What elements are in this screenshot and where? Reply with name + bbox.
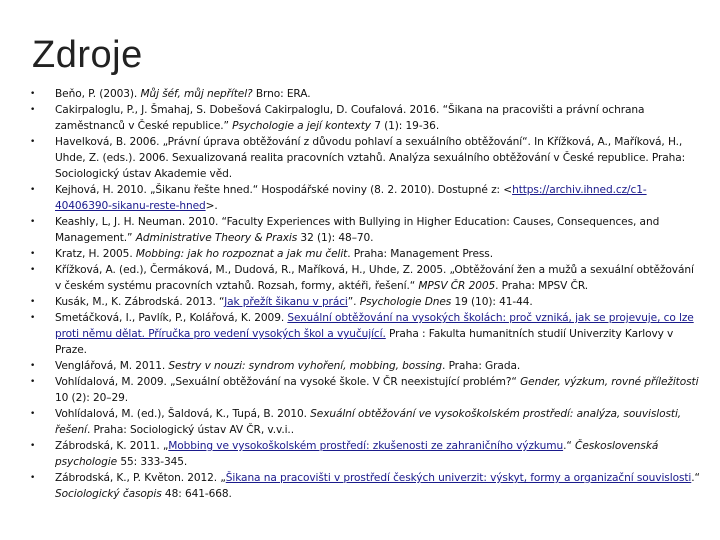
reference-link[interactable]: Jak přežít šikanu v práci — [224, 296, 348, 308]
bullet-icon: • — [30, 217, 36, 227]
reference-item — [30, 102, 702, 134]
reference-text: 7 (1): 19-36. — [370, 120, 440, 132]
reference-item — [30, 134, 702, 182]
reference-text: Venglářová, M. 2011. — [55, 360, 169, 372]
reference-text: Smetáčková, I., Pavlík, P., Kolářová, K. 2009. — [55, 312, 288, 324]
reference-link[interactable]: Mobbing ve vysokoškolském prostředí: zkušenosti ze zahraničního výzkumu — [168, 440, 564, 452]
bullet-icon: • — [30, 441, 36, 451]
reference-text: . Praha: Management Press. — [347, 248, 493, 260]
reference-text: 32 (1): 48–70. — [297, 232, 374, 244]
reference-text: Havelková, B. 2006. „Právní úprava obtěžování z důvodu pohlaví a sexuálního obtěžování“. In Křížková, A., Maříková, H., Uhde, Z. (eds.). 2006. Sexualizovaná realita pracovních vztahů. Analýza sexuálního obtěžování v České republice. Praha: Sociologický ústav Akademie věd. — [55, 136, 686, 180]
reference-text: >. — [205, 200, 218, 212]
reference-italic-text: Mobbing: jak ho rozpoznat a jak mu čelit — [135, 248, 348, 260]
reference-text: .“ — [563, 440, 576, 452]
reference-item — [30, 86, 702, 102]
reference-text: .“ — [691, 472, 700, 484]
reference-item — [30, 470, 702, 502]
reference-text: Zábrodská, K., P. Květon. 2012. „ — [55, 472, 226, 484]
bullet-icon: • — [30, 185, 36, 195]
reference-italic-text: Sexuální obtěžování ve vysokoškolském prostředí: analýza, souvislosti, řešení — [55, 408, 682, 436]
reference-italic-text: Administrative Theory & Praxis — [135, 232, 298, 244]
reference-text: 48: 641-668. — [161, 488, 232, 500]
reference-item — [30, 406, 702, 438]
reference-list — [30, 86, 702, 502]
reference-text: Kusák, M., K. Zábrodská. 2013. “ — [55, 296, 225, 308]
reference-text: . Praha: Sociologický ústav AV ČR, v.v.i.. — [86, 424, 294, 436]
reference-text: Kejhová, H. 2010. „Šikanu řešte hned.“ Hospodářské noviny (8. 2. 2010). Dostupné z: < — [55, 184, 513, 196]
bullet-icon: • — [30, 265, 36, 275]
reference-text: Cakirpaloglu, P., J. Šmahaj, S. Dobešová Cakirpaloglu, D. Coufalová. 2016. “Šikana na pracovišti a právní ochrana zaměstnanců v České republice.” — [55, 104, 645, 132]
reference-text: Křížková, A. (ed.), Čermáková, M., Dudová, R., Maříková, H., Uhde, Z. 2005. „Obtěžování žen a mužů a sexuální obtěžování v českém systému pracovních vztahů. Rozsah, formy, aktéři, řešení.“ — [55, 264, 694, 292]
reference-item — [30, 262, 702, 294]
bullet-icon: • — [30, 361, 36, 371]
reference-italic-text: Psychologie a její kontexty — [232, 120, 371, 132]
reference-italic-text: Sestry v nouzi: syndrom vyhoření, mobbing, bossing — [168, 360, 443, 372]
page-title: Zdroje — [32, 34, 143, 76]
bullet-icon: • — [30, 89, 36, 99]
reference-text: . Praha: Grada. — [442, 360, 521, 372]
bullet-icon: • — [30, 313, 36, 323]
reference-text: Vohlídalová, M. (ed.), Šaldová, K., Tupá, B. 2010. — [55, 408, 311, 420]
bullet-icon: • — [30, 473, 36, 483]
reference-text: Zábrodská, K. 2011. „ — [55, 440, 169, 452]
reference-text: Brno: ERA. — [252, 88, 311, 100]
reference-item — [30, 358, 702, 374]
reference-item — [30, 214, 702, 246]
reference-text: . Praha: MPSV ČR. — [495, 280, 588, 292]
reference-text: ”. — [347, 296, 360, 308]
bullet-icon: • — [30, 137, 36, 147]
reference-italic-text: Gender, výzkum, rovné příležitosti — [520, 376, 699, 388]
reference-text: Praha : Fakulta humanitních studií Univerzity Karlovy v Praze. — [55, 328, 674, 356]
reference-text: Kratz, H. 2005. — [55, 248, 136, 260]
reference-text: Beňo, P. (2003). — [55, 88, 141, 100]
reference-text: 10 (2): 20–29. — [55, 392, 129, 404]
reference-italic-text: Psychologie Dnes — [359, 296, 452, 308]
reference-item — [30, 182, 702, 214]
reference-italic-text: Můj šéf, můj nepřítel? — [140, 88, 253, 100]
bullet-icon: • — [30, 377, 36, 387]
reference-item — [30, 374, 702, 406]
reference-link[interactable]: Šikana na pracovišti v prostředí českých univerzit: výskyt, formy a organizační souvislosti — [225, 472, 692, 484]
reference-link[interactable]: Sexuální obtěžování na vysokých školách: proč vzniká, jak se projevuje, co lze proti němu dělat. Příručka pro vedení vysokých škol a vyučující. — [55, 312, 694, 340]
reference-text: 55: 333-345. — [117, 456, 188, 468]
reference-item — [30, 310, 702, 358]
reference-item — [30, 246, 702, 262]
reference-text: 19 (10): 41-44. — [451, 296, 533, 308]
reference-item — [30, 438, 702, 470]
bullet-icon: • — [30, 105, 36, 115]
reference-item — [30, 294, 702, 310]
bullet-icon: • — [30, 409, 36, 419]
reference-text: Keashly, L, J. H. Neuman. 2010. “Faculty Experiences with Bullying in Higher Education: Causes, Consequences, and Management.” — [55, 216, 660, 244]
reference-italic-text: MPSV ČR 2005 — [418, 280, 496, 292]
bullet-icon: • — [30, 249, 36, 259]
reference-link[interactable]: https://archiv.ihned.cz/c1-40406390-sikanu-reste-hned — [55, 184, 647, 212]
reference-text: Vohlídalová, M. 2009. „Sexuální obtěžování na vysoké škole. V ČR neexistující problém?“ — [55, 376, 521, 388]
reference-italic-text: Československá psychologie — [55, 440, 659, 468]
bullet-icon: • — [30, 297, 36, 307]
reference-italic-text: Sociologický časopis — [55, 488, 162, 500]
